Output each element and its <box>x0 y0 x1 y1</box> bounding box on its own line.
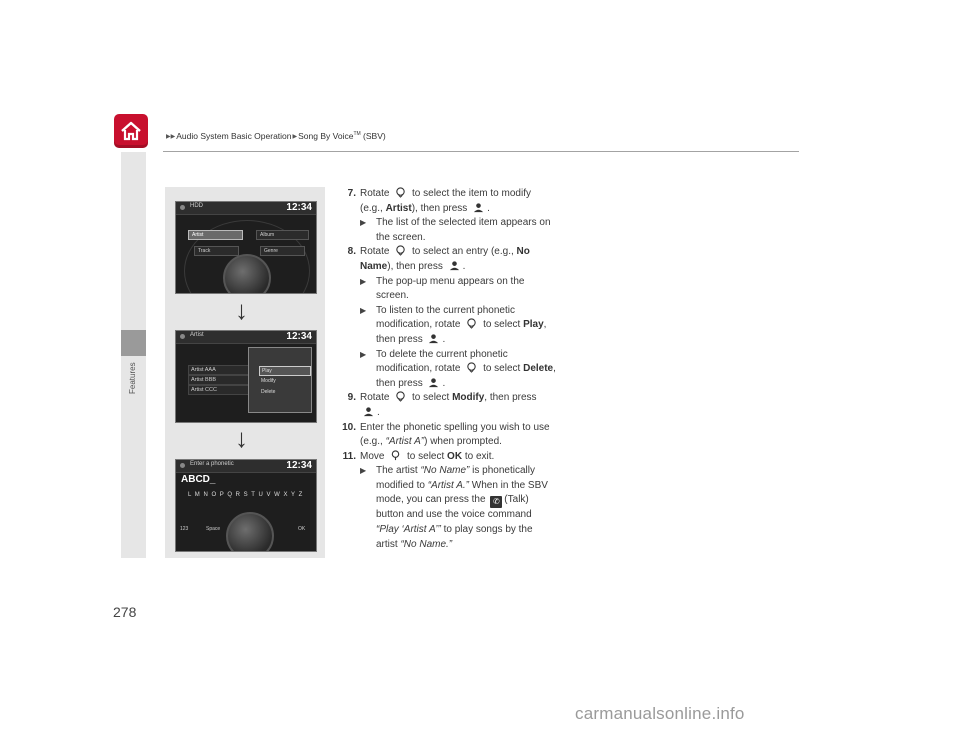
step-8: 8. Rotate to select an entry (e.g., No Name), then press . <box>336 245 556 274</box>
home-button[interactable] <box>114 114 148 148</box>
step-number: 11. <box>342 450 356 462</box>
down-arrow-icon: ↓ <box>235 423 248 453</box>
popup-item-modify[interactable]: Modify <box>261 378 276 384</box>
section-label: Features <box>128 362 137 394</box>
interface-dial-icon <box>466 362 477 373</box>
step-number: 10. <box>342 421 356 433</box>
popup-item-delete[interactable]: Delete <box>261 389 276 395</box>
talk-button-icon: ✆ <box>490 496 502 508</box>
screen-title-bar <box>176 331 316 344</box>
entry-text: ABCD_ <box>181 474 216 485</box>
interface-dial-icon <box>466 318 477 329</box>
breadcrumb-arrow-icon: ▶ <box>292 133 298 140</box>
step-11: 11. Move to select OK to exit. <box>336 450 556 465</box>
step-8-delete: ▶ To delete the current phonetic modification, rotate to select Delete, then press . <box>360 348 556 389</box>
screen-hdd-menu <box>175 201 317 294</box>
step-7-result: ▶ The list of the selected item appears on the screen. <box>360 217 551 243</box>
menu-item-album[interactable]: Album <box>256 230 309 240</box>
menu-item-artist[interactable]: Artist <box>188 230 243 240</box>
menu-item-genre[interactable]: Genre <box>260 246 305 256</box>
press-icon <box>363 406 374 417</box>
step-8-play: ▶ To listen to the current phonetic modification, rotate to select Play, then press . <box>360 304 547 345</box>
screen-clock: 12:34 <box>286 331 312 342</box>
watermark: carmanualsonline.info <box>575 704 745 723</box>
popup-item-play[interactable]: Play <box>259 366 311 376</box>
screen-title-bar <box>176 460 316 473</box>
step-10: 10. Enter the phonetic spelling you wish to use (e.g., “Artist A”) when prompted. <box>336 421 556 450</box>
down-arrow-icon: ↓ <box>235 295 248 325</box>
screen-title: Enter a phonetic <box>190 461 234 467</box>
screen-phonetic-entry <box>175 459 317 552</box>
status-dot-icon <box>180 205 185 210</box>
result-arrow-icon: ▶ <box>360 218 367 228</box>
interface-dial-icon <box>395 187 406 198</box>
letter-arc[interactable]: L M N O P Q R S T U V W X Y Z <box>188 492 304 498</box>
result-arrow-icon: ▶ <box>360 305 367 315</box>
breadcrumb <box>165 131 386 141</box>
list-item[interactable]: Artist AAA <box>188 365 250 375</box>
screen-title: Artist <box>190 332 204 338</box>
key-123[interactable]: 123 <box>180 526 189 532</box>
press-icon <box>428 333 439 344</box>
screen-title-bar <box>176 202 316 215</box>
dial-knob-icon <box>223 254 271 294</box>
step-11-result: ▶ The artist “No Name” is phonetically modified to “Artist A.” When in the SBV mode, you can press the ✆ (Talk) button and use the voice command “Play ‘Artist A’” to play songs by the artist “No Name.” <box>360 465 548 550</box>
status-dot-icon <box>180 463 185 468</box>
popup-menu <box>248 347 312 413</box>
press-icon <box>428 377 439 388</box>
list-item[interactable]: Artist CCC <box>188 385 250 395</box>
page-number: 278 <box>113 604 137 620</box>
home-icon <box>119 120 143 142</box>
step-number: 7. <box>347 188 356 199</box>
step-9: 9. Rotate to select Modify, then press . <box>336 391 556 420</box>
press-icon <box>449 260 460 271</box>
step-8-result: ▶ The pop-up menu appears on the screen. <box>360 275 525 302</box>
press-icon <box>473 202 484 213</box>
header-rule <box>163 151 799 152</box>
screen-title: HDD <box>190 203 203 209</box>
key-ok[interactable]: OK <box>298 526 306 532</box>
breadcrumb-item[interactable]: Song By Voice™ (SBV) <box>298 131 386 141</box>
interface-dial-icon <box>395 391 406 402</box>
list-item[interactable]: Artist BBB <box>188 375 250 385</box>
figure-panel <box>165 187 325 558</box>
breadcrumb-item[interactable]: Audio System Basic Operation <box>176 131 292 141</box>
result-arrow-icon: ▶ <box>360 349 367 359</box>
move-icon <box>390 450 401 461</box>
dial-knob-icon <box>226 512 274 552</box>
menu-item-track[interactable]: Track <box>194 246 239 256</box>
interface-dial-icon <box>395 245 406 256</box>
breadcrumb-arrow-icon: ▶▶ <box>166 133 176 140</box>
step-number: 9. <box>347 392 356 404</box>
side-tab-marker <box>121 330 146 356</box>
instructions <box>336 187 556 552</box>
result-arrow-icon: ▶ <box>360 276 367 286</box>
screen-clock: 12:34 <box>286 202 312 213</box>
status-dot-icon <box>180 334 185 339</box>
screen-artist-list <box>175 330 317 423</box>
result-arrow-icon: ▶ <box>360 466 367 476</box>
key-space[interactable]: Space <box>206 526 221 532</box>
step-number: 8. <box>347 246 356 258</box>
screen-clock: 12:34 <box>286 460 312 471</box>
step-7: 7. Rotate to select the item to modify (e.g., Artist), then press . <box>336 187 556 216</box>
